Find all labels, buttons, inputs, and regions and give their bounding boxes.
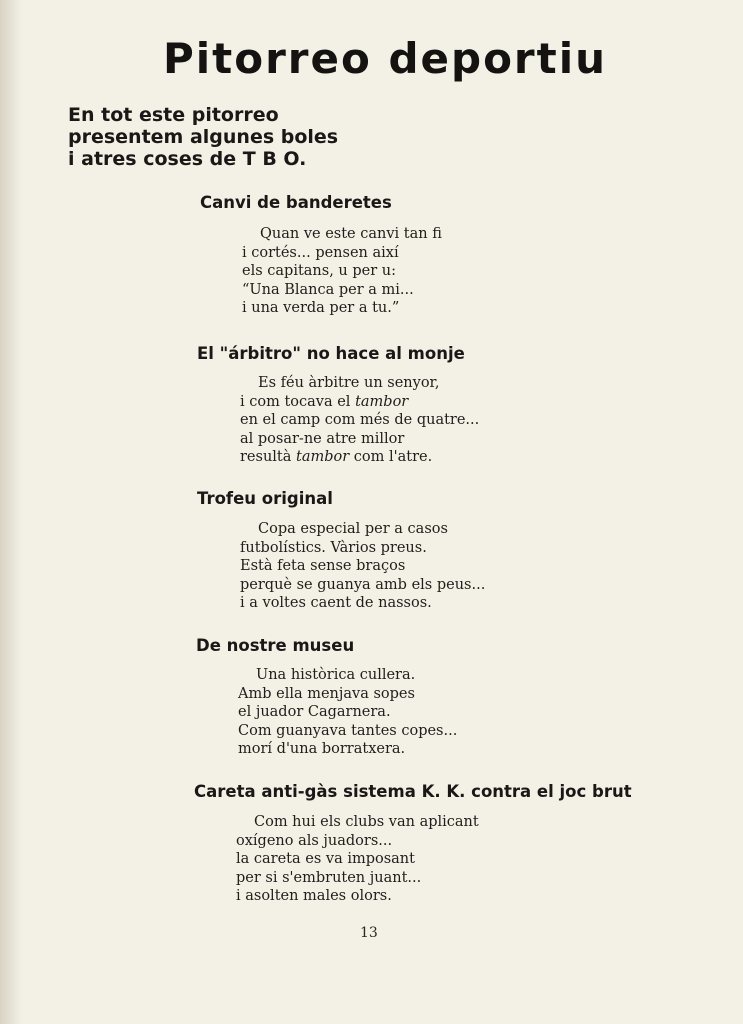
verse [238,666,457,759]
verse [242,225,442,318]
verse-text: i com tocava el [240,393,356,410]
page-number: 13 [360,925,378,941]
verse-line: futbolístics. Vàrios preus. [240,539,427,556]
intro-line: i atres coses de T B O. [68,148,307,170]
verse-line [240,448,479,467]
verse [240,374,479,467]
verse-line: la careta es va imposant [236,851,415,868]
verse-text: resultà [240,449,297,466]
intro-paragraph [68,104,338,170]
section-heading: Canvi de banderetes [200,193,392,212]
verse-line: oxígeno als juadors... [236,832,393,849]
verse-line: i a voltes caent de nassos. [240,595,432,612]
verse-line: morí d'una borratxera. [238,741,406,758]
verse-emphasis: tambor [355,393,409,410]
intro-line: En tot este pitorreo [68,104,279,126]
verse-line: i una verda per a tu.” [242,300,400,317]
verse-line: en el camp com més de quatre... [240,412,480,429]
section-heading: Trofeu original [197,489,333,508]
verse-line: perquè se guanya amb els peus... [240,576,486,593]
verse-line: i cortés... pensen així [242,244,399,261]
verse-line: Copa especial per a casos [258,521,448,537]
verse-line: Quan ve este canvi tan fi [260,226,442,242]
verse-text: com l'atre. [349,449,433,466]
page-title: Pitorreo deportiu [162,34,608,83]
verse-line: al posar-ne atre millor [240,430,405,447]
verse-line: Es féu àrbitre un senyor, [258,375,440,391]
section-heading: Careta anti-gàs sistema K. K. contra el joc brut [194,782,632,801]
verse-line: i asolten males olors. [236,888,392,905]
verse-emphasis: tambor [296,449,350,466]
verse-line: Amb ella menjava sopes [238,685,415,702]
page-edge-shadow [0,0,22,1024]
verse-line: Com hui els clubs van aplicant [254,814,479,830]
verse [240,520,485,613]
verse-line: Una històrica cullera. [256,667,416,683]
section-heading: De nostre museu [196,636,355,655]
verse-line: els capitans, u per u: [242,263,396,280]
verse-line: Com guanyava tantes copes... [238,722,458,739]
verse-line [240,393,479,412]
verse-line: el juador Cagarnera. [238,704,391,721]
section-heading: El "árbitro" no hace al monje [197,344,465,363]
verse-line: per si s'embruten juant... [236,869,422,886]
verse [236,813,479,906]
verse-line: Està feta sense braços [240,558,406,575]
intro-line: presentem algunes boles [68,126,339,148]
verse-line: “Una Blanca per a mi... [242,281,414,298]
